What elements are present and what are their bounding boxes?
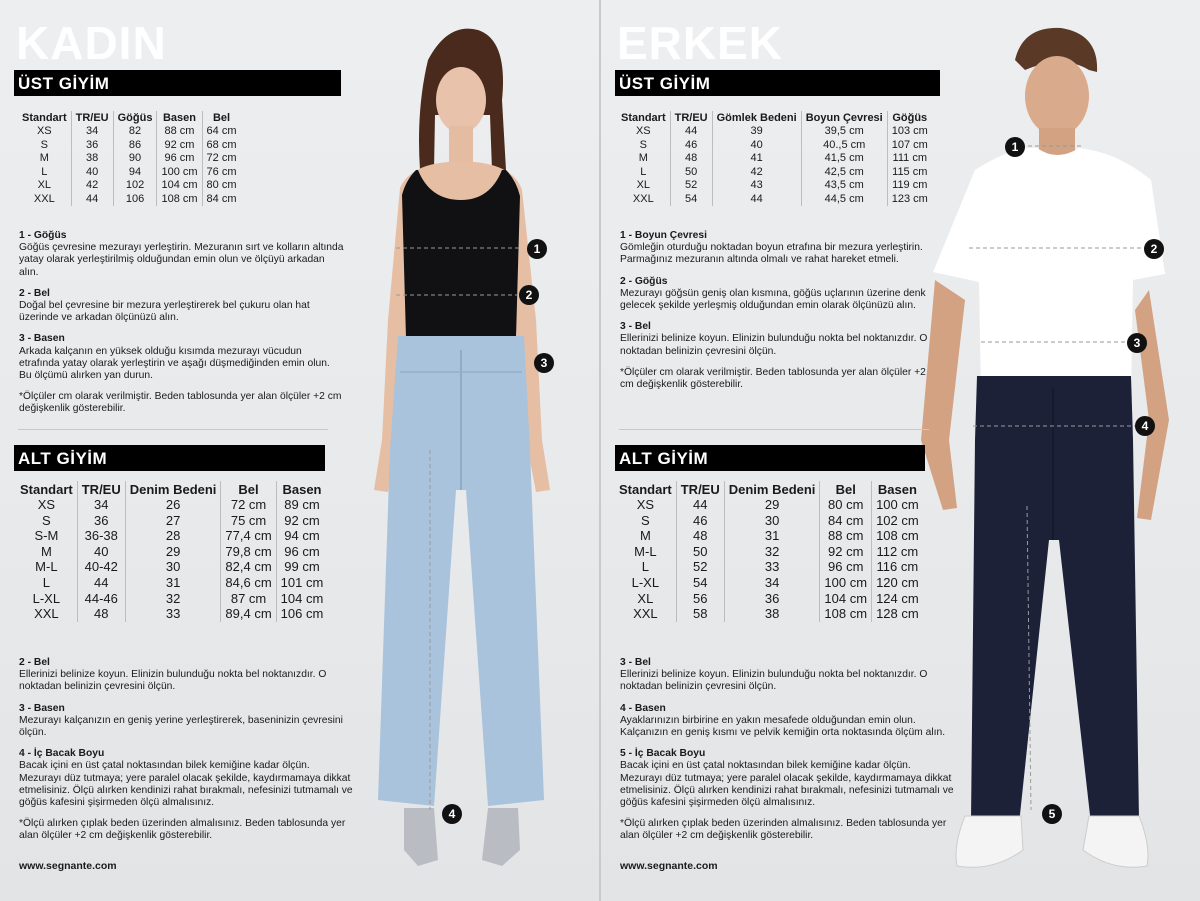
column-header: Göğüs (113, 111, 157, 125)
table-row (16, 528, 327, 544)
table-cell: 52 (670, 179, 712, 193)
table-cell: L (640, 165, 647, 178)
table-row (615, 544, 923, 560)
measurement-note (19, 657, 354, 694)
table-cell: 44 (712, 193, 801, 207)
table-cell: 44,5 cm (801, 193, 887, 207)
measurement-note (19, 333, 344, 382)
column-header: Basen (276, 481, 327, 497)
table-cell: 52 (676, 559, 724, 575)
measurement-note (620, 818, 955, 842)
table-row (16, 497, 327, 513)
note-heading: 1 - Göğüs (19, 230, 67, 241)
table-cell: 72 cm (202, 152, 240, 166)
women-top-size-table (18, 111, 241, 206)
table-cell: 100 cm (820, 575, 872, 591)
table-row (16, 513, 327, 529)
table-cell: 40-42 (77, 559, 125, 575)
note-heading: 2 - Bel (19, 287, 50, 299)
table-cell: 54 (670, 193, 712, 207)
table-cell: 36-38 (77, 528, 125, 544)
divider-line (619, 429, 929, 430)
men-model-figure (913, 20, 1193, 900)
note-text: *Ölçü alırken çıplak beden üzerinden almalısınız. Beden tablosunda yer alan ölçüler +2 cm değişkenlik gösterebilir. (620, 818, 947, 842)
table-row (617, 125, 932, 139)
divider-line (18, 429, 328, 430)
men-title: ERKEK (617, 17, 784, 69)
measurement-note (19, 391, 344, 415)
table-cell: 86 (113, 139, 157, 153)
measurement-note (19, 230, 344, 279)
column-header: Standart (619, 481, 672, 497)
table-row (617, 179, 932, 193)
table-cell: XS (37, 497, 56, 512)
column-header: TR/EU (670, 111, 712, 125)
note-text: Ellerinizi belinize koyun. Elinizin bulunduğu nokta bel noktanızdır. O noktadan belinizin çevresini ölçün. (19, 669, 327, 693)
table-cell: 50 (670, 166, 712, 180)
table-cell: 80 cm (820, 497, 872, 513)
table-cell: 27 (125, 513, 221, 529)
note-text: Mezurayı göğsün geniş olan kısmına, göğüs uçlarının üzerine denk gelecek şekilde yerleşmiş olduğundan emin olarak ölçünüzü alın. (620, 287, 926, 312)
note-text: *Ölçüler cm olarak verilmiştir. Beden tablosunda yer alan ölçüler +2 cm değişkenlik gösterebilir. (620, 366, 926, 391)
measurement-marker-4: 4 (442, 804, 462, 824)
women-panel (0, 0, 599, 901)
note-text: Arkada kalçanın en yüksek olduğu kısımda mezurayı vücudun etrafında yatay olarak yerleştirin ve aşağı düşmediğinden emin olun. Bu ölçümü alırken yan durun. (19, 345, 330, 382)
table-cell: XXL (633, 606, 658, 622)
note-text: Ellerinizi belinize koyun. Elinizin bulunduğu nokta bel noktanızdır. O noktadan belinizin çevresini ölçün. (620, 333, 928, 357)
table-cell: 89 cm (276, 497, 327, 513)
table-row (615, 591, 923, 607)
table-cell: 28 (125, 528, 221, 544)
note-heading: 2 - Göğüs (620, 275, 668, 287)
table-cell: 40 (71, 166, 113, 180)
table-cell: 48 (670, 152, 712, 166)
measurement-note (19, 703, 354, 740)
table-cell: 124 cm (872, 591, 923, 607)
table-cell: 29 (724, 497, 820, 513)
note-text: Mezurayı kalçanızın en geniş yerine yerleştirerek, baseninizin çevresini ölçün. (19, 714, 343, 739)
table-cell: XXL (34, 606, 59, 622)
table-header-row (18, 111, 241, 125)
note-heading: 3 - Bel (620, 657, 651, 668)
table-header-row (16, 481, 327, 497)
women-bottom-notes (19, 657, 354, 852)
table-cell: XL (37, 179, 52, 191)
table-cell: M-L (35, 559, 58, 575)
table-cell: M (638, 152, 648, 164)
table-row (615, 513, 923, 529)
table-cell: 36 (71, 139, 113, 153)
column-header: Denim Bedeni (125, 481, 221, 497)
table-cell: 94 (113, 166, 157, 180)
table-cell: 96 cm (157, 152, 202, 166)
table-cell: 40 (77, 544, 125, 560)
men-panel (601, 0, 1200, 901)
table-cell: 106 cm (276, 606, 327, 622)
table-cell: S (40, 138, 48, 151)
table-cell: 32 (724, 544, 820, 560)
table-cell: 39,5 cm (801, 125, 887, 139)
table-cell: 43,5 cm (801, 179, 887, 193)
table-cell: 54 (676, 575, 724, 591)
measurement-marker-2: 2 (1144, 239, 1164, 259)
men-top-notes (620, 230, 930, 400)
women-title: KADIN (16, 17, 167, 69)
table-row (16, 544, 327, 560)
men-bottom-section-bar: ALT GİYİM (615, 445, 925, 471)
note-heading: 1 - Boyun Çevresi (620, 230, 707, 241)
column-header: TR/EU (676, 481, 724, 497)
table-row (18, 193, 241, 207)
note-text: Ellerinizi belinize koyun. Elinizin bulunduğu nokta bel noktanızdır. O noktadan belinizin çevresini ölçün. (620, 669, 928, 693)
note-text: *Ölçüler cm olarak verilmiştir. Beden tablosunda yer alan ölçüler +2 cm değişkenlik gösterebilir. (19, 391, 342, 415)
table-cell: 82,4 cm (221, 559, 276, 575)
table-header-row (617, 111, 932, 125)
measurement-marker-3: 3 (534, 353, 554, 373)
table-cell: 84 cm (202, 193, 240, 207)
table-row (16, 591, 327, 607)
table-cell: 104 cm (276, 591, 327, 607)
table-cell: 31 (125, 575, 221, 591)
table-cell: 90 (113, 152, 157, 166)
table-row (617, 152, 932, 166)
table-cell: L (42, 574, 50, 590)
column-header: Basen (157, 111, 202, 125)
table-cell: 88 cm (820, 528, 872, 544)
table-cell: L-XL (32, 590, 61, 606)
table-cell: 84,6 cm (221, 575, 276, 591)
table-cell: 50 (676, 544, 724, 560)
table-cell: 38 (724, 606, 820, 622)
table-cell: 36 (77, 513, 125, 529)
table-cell: 46 (676, 513, 724, 529)
table-row (18, 152, 241, 166)
men-top-section-bar: ÜST GİYİM (615, 70, 940, 96)
table-cell: 40.,5 cm (801, 139, 887, 153)
table-row (18, 179, 241, 193)
table-cell: 112 cm (872, 544, 923, 560)
table-cell: 29 (125, 544, 221, 560)
table-cell: 108 cm (820, 606, 872, 622)
table-cell: 31 (724, 528, 820, 544)
note-text: *Ölçü alırken çıplak beden üzerinden almalısınız. Beden tablosunda yer alan ölçüler +2 cm değişkenlik gösterebilir. (19, 818, 346, 842)
table-row (16, 575, 327, 591)
table-cell: 94 cm (276, 528, 327, 544)
table-cell: M-L (634, 543, 657, 559)
table-cell: 48 (77, 606, 125, 622)
table-cell: 40 (712, 139, 801, 153)
table-cell: 115 cm (887, 166, 932, 180)
table-cell: 38 (71, 152, 113, 166)
table-cell: 39 (712, 125, 801, 139)
note-text: Doğal bel çevresine bir mezura yerleştirerek bel çukuru olan hat üzerinde ve arkadan ölçünüzü alın. (19, 300, 310, 324)
table-cell: XXL (33, 192, 55, 205)
measurement-note (620, 276, 930, 313)
note-heading: 3 - Basen (19, 333, 65, 345)
table-cell: 44 (676, 497, 724, 513)
table-cell: L (641, 559, 649, 575)
table-cell: 89,4 cm (221, 606, 276, 622)
table-cell: XS (36, 125, 52, 137)
table-cell: 79,8 cm (221, 544, 276, 560)
column-header: Standart (20, 481, 73, 497)
table-row (617, 193, 932, 207)
table-row (18, 139, 241, 153)
note-heading: 4 - İç Bacak Boyu (19, 748, 105, 760)
note-heading: 3 - Bel (620, 321, 651, 333)
table-cell: 111 cm (887, 152, 932, 166)
table-cell: 108 cm (157, 193, 202, 207)
men-bottom-notes (620, 657, 955, 852)
women-bottom-section-bar: ALT GİYİM (14, 445, 325, 471)
column-header: Gömlek Bedeni (712, 111, 801, 125)
column-header: Standart (22, 112, 67, 124)
table-cell: 64 cm (202, 125, 240, 139)
column-header: Boyun Çevresi (801, 111, 887, 125)
table-cell: 116 cm (872, 559, 923, 575)
table-cell: 46 (670, 139, 712, 153)
table-cell: 42 (712, 166, 801, 180)
note-text: Bacak içini en üst çatal noktasından bilek kemiğine kadar ölçün. Mezurayı düz tutmaya; yere paralel olacak şekilde, kaydırmamaya dikkat etmelisiniz. Ölçü alırken kendinizi rahat bırakmalı, nefesinizi tutmamalı ve göğüs kafesini şişirmeden ölçü almalısınız. (620, 760, 954, 809)
measurement-note (620, 321, 930, 358)
table-cell: 44 (670, 125, 712, 139)
table-cell: XXL (632, 192, 654, 205)
table-header-row (615, 481, 923, 497)
table-cell: 34 (77, 497, 125, 513)
table-row (16, 559, 327, 575)
table-cell: 96 cm (820, 559, 872, 575)
table-cell: 104 cm (820, 591, 872, 607)
table-cell: 30 (125, 559, 221, 575)
column-header: Standart (621, 112, 666, 124)
table-cell: 76 cm (202, 166, 240, 180)
women-website-link[interactable]: www.segnante.com (19, 860, 117, 872)
table-cell: 43 (712, 179, 801, 193)
measurement-marker-2: 2 (519, 285, 539, 305)
table-cell: S-M (34, 528, 59, 544)
table-cell: 58 (676, 606, 724, 622)
table-cell: S (641, 512, 650, 528)
table-cell: 120 cm (872, 575, 923, 591)
column-header: Bel (202, 111, 240, 125)
table-cell: XS (635, 125, 651, 137)
table-row (617, 139, 932, 153)
men-bottom-size-table (615, 481, 923, 622)
table-cell: 33 (125, 606, 221, 622)
men-website-link[interactable]: www.segnante.com (620, 860, 718, 872)
table-row (18, 125, 241, 139)
table-cell: 82 (113, 125, 157, 139)
table-cell: 72 cm (221, 497, 276, 513)
table-cell: 100 cm (872, 497, 923, 513)
column-header: TR/EU (77, 481, 125, 497)
table-cell: 87 cm (221, 591, 276, 607)
measurement-marker-3: 3 (1127, 333, 1147, 353)
column-header: Göğüs (887, 111, 932, 125)
women-top-section-bar: ÜST GİYİM (14, 70, 341, 96)
table-row (617, 166, 932, 180)
table-cell: 128 cm (872, 606, 923, 622)
table-cell: 92 cm (276, 513, 327, 529)
table-cell: 92 cm (820, 544, 872, 560)
table-cell: 96 cm (276, 544, 327, 560)
table-cell: 104 cm (157, 179, 202, 193)
measurement-note (620, 748, 955, 809)
note-text: Bacak içini en üst çatal noktasından bilek kemiğine kadar ölçün. Mezurayı düz tutmaya; yere paralel olacak şekilde, kaydırmamaya dikkat etmelisiniz. Ölçü alırken kendinizi rahat bırakmalı, nefesinizi tutmamalı ve göğüs kafesini şişirmeden ölçü almalısınız. (19, 760, 353, 809)
table-cell: 44 (77, 575, 125, 591)
table-cell: 34 (71, 125, 113, 139)
column-header: Bel (820, 481, 872, 497)
table-cell: XL (636, 179, 651, 191)
table-cell: 99 cm (276, 559, 327, 575)
table-cell: 44-46 (77, 591, 125, 607)
table-cell: XL (637, 590, 654, 606)
measurement-note (19, 748, 354, 809)
table-row (18, 166, 241, 180)
column-header: TR/EU (71, 111, 113, 125)
table-cell: M (39, 152, 49, 164)
measurement-marker-4: 4 (1135, 416, 1155, 436)
table-row (615, 497, 923, 513)
column-header: Basen (872, 481, 923, 497)
table-cell: 84 cm (820, 513, 872, 529)
table-cell: 56 (676, 591, 724, 607)
table-cell: 77,4 cm (221, 528, 276, 544)
table-cell: L-XL (631, 574, 660, 590)
measurement-note (620, 703, 955, 740)
table-cell: L (41, 165, 48, 178)
measurement-marker-1: 1 (527, 239, 547, 259)
measurement-note (620, 367, 930, 391)
note-text: Göğüs çevresine mezurayı yerleştirin. Mezuranın sırt ve kolların altında yatay olarak yerleştirilmiş olduğundan emin olun ve ölçüyü arkadan alın. (19, 242, 344, 278)
table-cell: 26 (125, 497, 221, 513)
note-text: Ayaklarınızın birbirine en yakın mesafede olduğundan emin olun. Kalçanızın en geniş kısmı ve pelvik kemiğin orta noktasında ölçüm alın. (620, 714, 946, 739)
men-top-size-table (617, 111, 932, 206)
women-top-notes (19, 230, 344, 425)
measurement-note (620, 657, 955, 694)
table-cell: 48 (676, 528, 724, 544)
table-cell: 33 (724, 559, 820, 575)
table-cell: M (40, 543, 52, 559)
table-cell: 41,5 cm (801, 152, 887, 166)
measurement-note (19, 288, 344, 325)
table-cell: 108 cm (872, 528, 923, 544)
table-row (615, 606, 923, 622)
table-row (615, 575, 923, 591)
measurement-marker-5: 5 (1042, 804, 1062, 824)
women-bottom-size-table (16, 481, 327, 622)
column-header: Bel (221, 481, 276, 497)
note-heading: 2 - Bel (19, 657, 50, 668)
table-row (615, 559, 923, 575)
table-cell: 102 cm (872, 513, 923, 529)
table-cell: 75 cm (221, 513, 276, 529)
table-cell: 101 cm (276, 575, 327, 591)
table-cell: 119 cm (887, 179, 932, 193)
table-cell: 42,5 cm (801, 166, 887, 180)
table-cell: 34 (724, 575, 820, 591)
table-cell: 100 cm (157, 166, 202, 180)
table-cell: 123 cm (887, 193, 932, 207)
table-cell: 68 cm (202, 139, 240, 153)
table-row (615, 528, 923, 544)
table-cell: 80 cm (202, 179, 240, 193)
women-model-figure (330, 20, 590, 900)
table-cell: 44 (71, 193, 113, 207)
note-heading: 3 - Basen (19, 702, 65, 714)
column-header: Denim Bedeni (724, 481, 820, 497)
table-cell: S (639, 138, 647, 151)
measurement-marker-1: 1 (1005, 137, 1025, 157)
table-cell: 88 cm (157, 125, 202, 139)
note-heading: 4 - Basen (620, 702, 666, 714)
note-text: Gömleğin oturduğu noktadan boyun etrafına bir mezura yerleştirin. Parmağınız mezuranın altında olmalı ve rahat hareket etmeli. (620, 242, 923, 266)
table-cell: 41 (712, 152, 801, 166)
table-cell: 102 (113, 179, 157, 193)
table-cell: 30 (724, 513, 820, 529)
table-cell: 106 (113, 193, 157, 207)
measurement-note (620, 230, 930, 267)
table-cell: 103 cm (887, 125, 932, 139)
table-cell: S (42, 512, 51, 528)
note-heading: 5 - İç Bacak Boyu (620, 748, 706, 760)
measurement-note (19, 818, 354, 842)
table-cell: 36 (724, 591, 820, 607)
table-cell: 32 (125, 591, 221, 607)
table-cell: XS (636, 497, 655, 512)
table-row (16, 606, 327, 622)
table-cell: 107 cm (887, 139, 932, 153)
table-cell: 92 cm (157, 139, 202, 153)
table-cell: M (639, 528, 651, 544)
table-cell: 42 (71, 179, 113, 193)
